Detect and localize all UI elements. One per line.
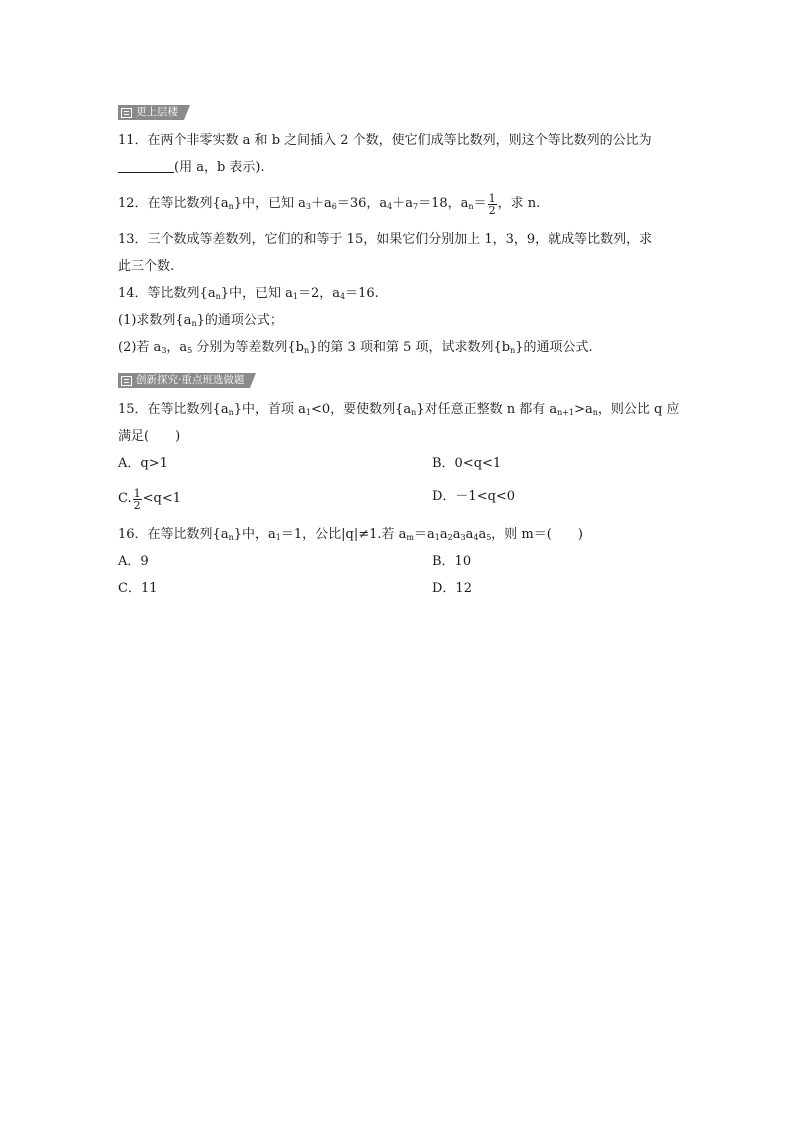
option-a: A．9: [118, 554, 149, 569]
question-14-part-1: (1)求数列$\{a_n\}$的通项公式；: [118, 313, 283, 328]
option-c: C．11: [118, 581, 158, 596]
option-b: B．10: [432, 554, 472, 569]
section-title: 创新探究·重点班选做题: [136, 374, 245, 386]
option-d: D．12: [432, 581, 472, 596]
question-14: 14．等比数列$\{a_n\}$中，已知 $a_1=2$，$a_4=16$.: [118, 286, 379, 301]
question-11: 11．在两个非零实数 a 和 b 之间插入 2 个数，使它们成等比数列，则这个等比数列的公比为: [118, 133, 652, 148]
question-15-cont: 满足( ): [118, 429, 181, 444]
option-c: C. $\frac{1}{2}$ <q<1: [118, 487, 182, 512]
option-a: A．q>1: [118, 456, 168, 471]
question-12: 12．在等比数列$\{a_n\}$中，已知 $a_3+a_6=36$，$a_4+a_7=18$，$a_n=$ $\frac{1}{2}$ ，求 n.: [118, 192, 541, 217]
fraction-one-half: $\frac{1}{2}$: [133, 487, 141, 512]
notebook-icon: [121, 376, 132, 386]
section-tag-advanced: [118, 105, 184, 120]
question-13-cont: 此三个数.: [118, 259, 175, 274]
question-14-part-2: (2)若 $a_3$，$a_5$ 分别为等差数列$\{b_n\}$的第 3 项和第 5 项，试求数列$\{b_n\}$的通项公式.: [118, 340, 593, 355]
fraction-one-half: $\frac{1}{2}$: [488, 192, 496, 217]
question-16: 16．在等比数列$\{a_n\}$中，$a_1=1$，公比|q|≠1.若 $a_m=a_1a_2a_3a_4a_5$，则 m＝( ): [118, 527, 583, 542]
question-13: 13．三个数成等差数列，它们的和等于 15，如果它们分别加上 1，3，9，就成等比数列，求: [118, 232, 653, 247]
option-b: B．0<q<1: [432, 456, 502, 471]
option-d: D．－1<q<0: [432, 489, 516, 504]
section-title: 更上层楼: [136, 106, 178, 118]
notebook-icon: [121, 108, 132, 118]
section-tag-innovation: [118, 373, 250, 388]
question-11-cont: (用 a，b 表示).: [118, 159, 265, 177]
answer-blank: [118, 160, 174, 173]
question-15: 15．在等比数列$\{a_n\}$中，首项 $a_1<0$，要使数列$\{a_n\}$对任意正整数 n 都有 $a_{n+1}>a_n$，则公比 q 应: [118, 402, 680, 417]
